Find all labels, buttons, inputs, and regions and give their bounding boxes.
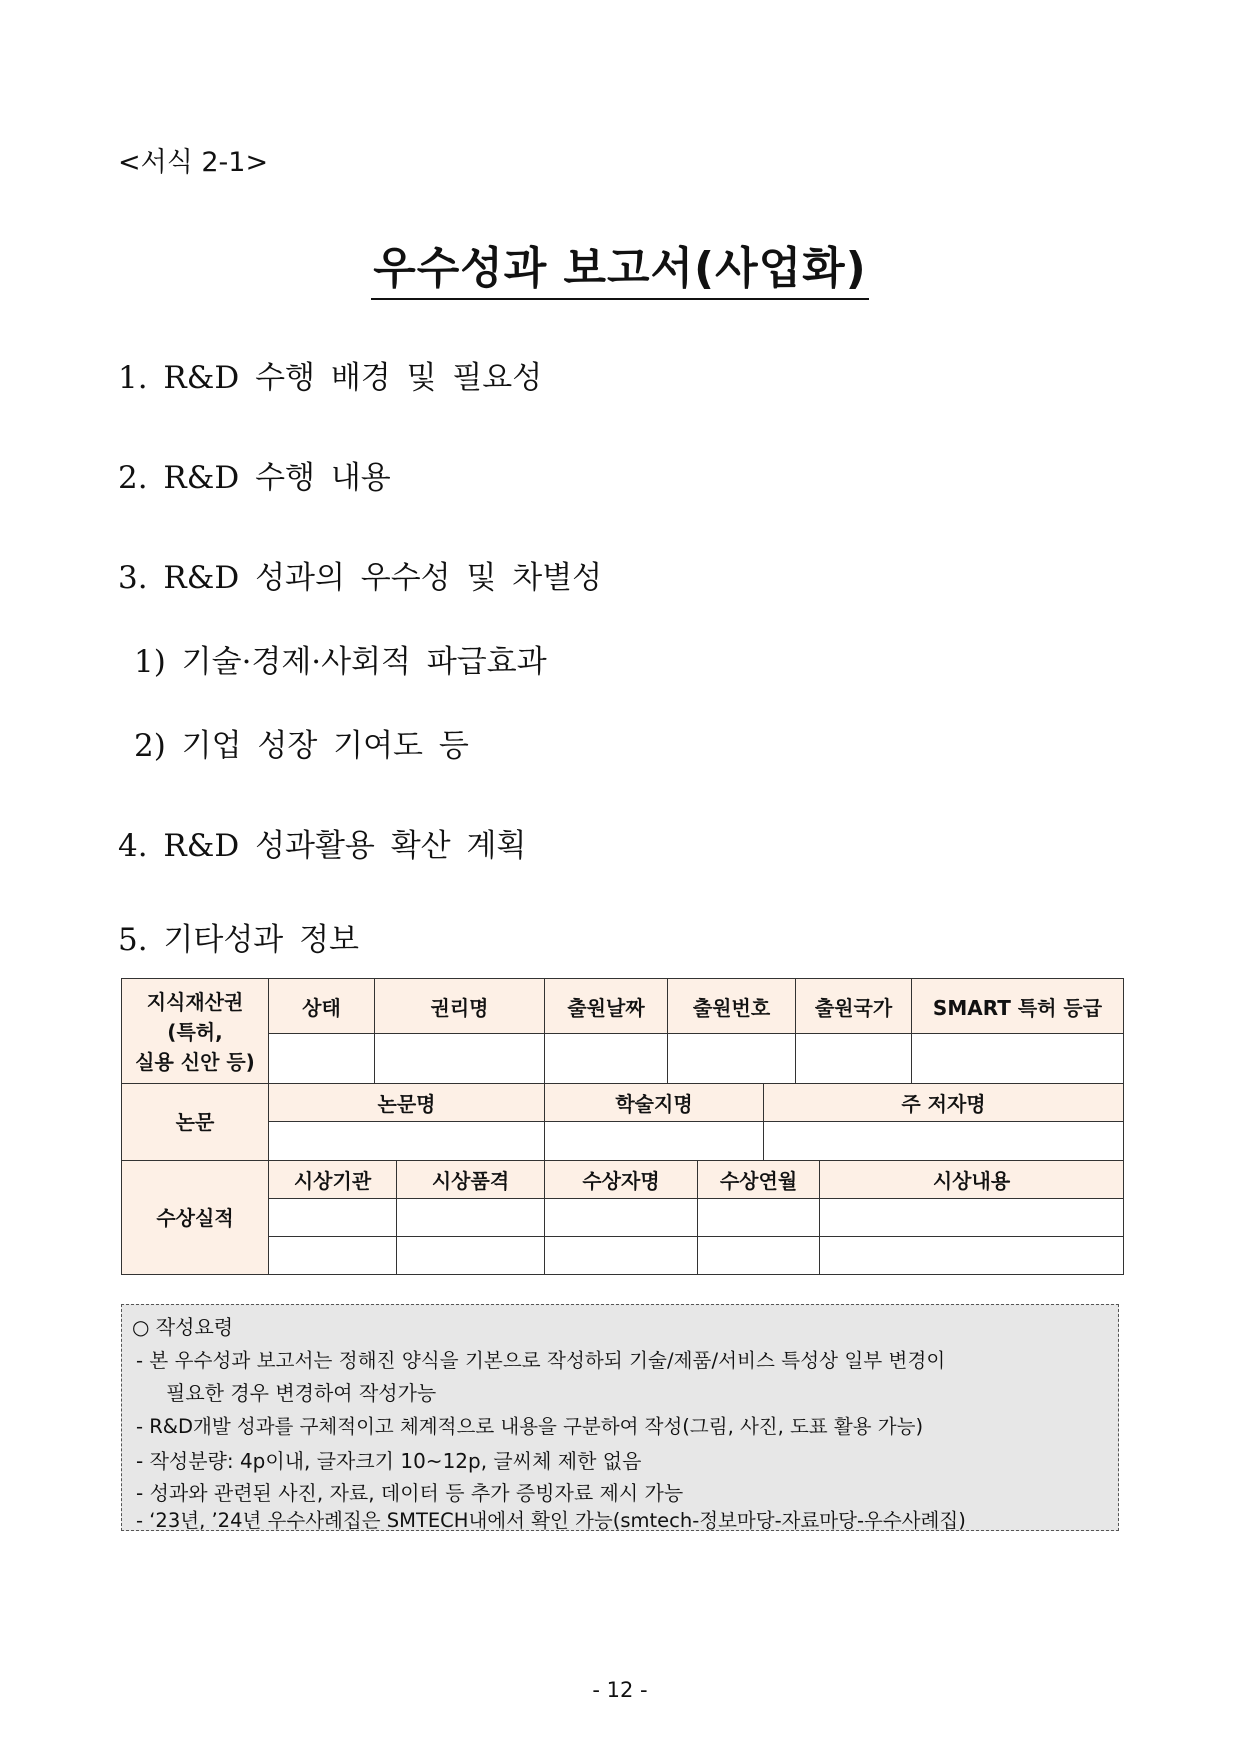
ip-cell[interactable]	[545, 1034, 668, 1085]
award-col-header: 수상자명	[545, 1161, 698, 1199]
ip-side-line-2: (특허,	[167, 1019, 223, 1044]
subheading-2: 2) 기업 성장 기여도 등	[134, 728, 469, 764]
award-cell[interactable]	[698, 1237, 820, 1275]
writing-guide-item: - 본 우수성과 보고서는 정해진 양식을 기본으로 작성하되 기술/제품/서비스 특성상 일부 변경이	[136, 1349, 946, 1372]
paper-col-header: 논문명	[269, 1084, 545, 1122]
award-col-header: 수상연월	[698, 1161, 820, 1199]
heading-2: 2. R&D 수행 내용	[118, 460, 391, 496]
ip-col-header: 상태	[269, 979, 375, 1034]
ip-cell[interactable]	[796, 1034, 912, 1085]
writing-guide-item: - R&D개발 성과를 구체적이고 체계적으로 내용을 구분하여 작성(그림, 사진, 도표 활용 가능)	[136, 1415, 924, 1438]
writing-guide-box	[121, 1304, 1119, 1531]
paper-col-header: 주 저자명	[764, 1084, 1124, 1122]
document-title	[0, 232, 1240, 296]
paper-table	[121, 1083, 1124, 1161]
ip-cell[interactable]	[375, 1034, 545, 1085]
ip-cell[interactable]	[912, 1034, 1124, 1085]
writing-guide-item: - 작성분량: 4p이내, 글자크기 10~12p, 글씨체 제한 없음	[136, 1449, 642, 1473]
page-number: - 12 -	[592, 1678, 648, 1702]
paper-cell[interactable]	[269, 1122, 545, 1161]
form-label: <서식 2-1>	[118, 147, 269, 178]
award-cell[interactable]	[545, 1199, 698, 1237]
paper-cell[interactable]	[764, 1122, 1124, 1161]
award-col-header: 시상기관	[269, 1161, 397, 1199]
paper-cell[interactable]	[545, 1122, 764, 1161]
award-cell[interactable]	[545, 1237, 698, 1275]
heading-3: 3. R&D 성과의 우수성 및 차별성	[118, 560, 603, 596]
award-cell[interactable]	[397, 1237, 545, 1275]
subheading-1: 1) 기술·경제·사회적 파급효과	[134, 644, 547, 680]
ip-col-header: 출원번호	[668, 979, 796, 1034]
ip-side-line-3: 실용 신안 등)	[135, 1049, 255, 1074]
paper-col-header: 학술지명	[545, 1084, 764, 1122]
award-table	[121, 1160, 1124, 1275]
writing-guide-title: ○ 작성요령	[132, 1315, 234, 1339]
award-side-label: 수상실적	[122, 1161, 269, 1275]
document-title-text: 우수성과 보고서(사업화)	[371, 243, 869, 300]
award-cell[interactable]	[269, 1199, 397, 1237]
writing-guide-item: 필요한 경우 변경하여 작성가능	[166, 1381, 437, 1405]
ip-col-header: 권리명	[375, 979, 545, 1034]
ip-cell[interactable]	[269, 1034, 375, 1085]
award-cell[interactable]	[269, 1237, 397, 1275]
ip-col-header: 출원날짜	[545, 979, 668, 1034]
heading-4: 4. R&D 성과활용 확산 계획	[118, 828, 527, 864]
award-cell[interactable]	[397, 1199, 545, 1237]
award-col-header: 시상내용	[820, 1161, 1124, 1199]
award-cell[interactable]	[698, 1199, 820, 1237]
ip-side-label	[122, 979, 269, 1085]
ip-col-header: 출원국가	[796, 979, 912, 1034]
paper-side-label: 논문	[122, 1084, 269, 1161]
writing-guide-item: - ‘23년, ’24년 우수사례집은 SMTECH내에서 확인 가능(smtech-정보마당-자료마당-우수사례집)	[136, 1509, 966, 1532]
heading-5: 5. 기타성과 정보	[118, 922, 359, 958]
ip-side-line-1: 지식재산권	[146, 989, 244, 1014]
writing-guide-item: - 성과와 관련된 사진, 자료, 데이터 등 추가 증빙자료 제시 가능	[136, 1481, 684, 1505]
ip-cell[interactable]	[668, 1034, 796, 1085]
award-cell[interactable]	[820, 1237, 1124, 1275]
ip-table	[121, 978, 1124, 1085]
heading-1: 1. R&D 수행 배경 및 필요성	[118, 360, 543, 396]
ip-col-header: SMART 특허 등급	[912, 979, 1124, 1034]
award-col-header: 시상품격	[397, 1161, 545, 1199]
award-cell[interactable]	[820, 1199, 1124, 1237]
